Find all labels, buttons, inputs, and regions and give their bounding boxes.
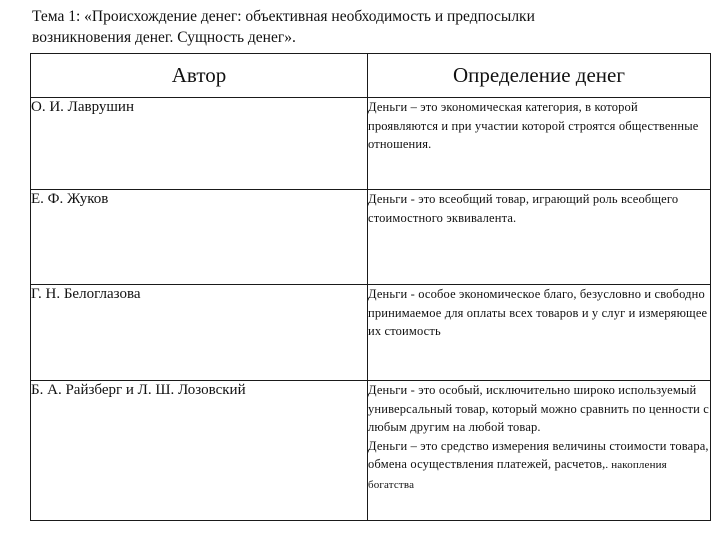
definition-cell	[368, 190, 711, 285]
definitions-table	[30, 53, 711, 521]
definition-text: Деньги - это всеобщий товар, играющий роль всеобщего стоимостного эквивалента.	[368, 192, 679, 225]
definition-text: Деньги - особое экономическое благо, безусловно и свободно принимаемое для оплаты всех товаров и у слуг и измеряющее их стоимость	[368, 287, 708, 338]
title-line-2: возникновения денег. Сущность денег».	[32, 29, 296, 46]
author-cell: О. И. Лаврушин	[31, 98, 368, 190]
table-header-row	[31, 54, 711, 98]
author-cell: Е. Ф. Жуков	[31, 190, 368, 285]
definition-cell	[368, 381, 711, 521]
author-cell: Г. Н. Белоглазова	[31, 285, 368, 381]
header-definition: Определение денег	[368, 54, 711, 98]
definition-text	[368, 437, 710, 495]
definition-text-small: . накопления богатства	[368, 459, 667, 491]
author-cell: Б. А. Райзберг и Л. Ш. Лозовский	[31, 381, 368, 521]
table-row	[31, 190, 711, 285]
table-row	[31, 98, 711, 190]
definition-cell	[368, 285, 711, 381]
definition-text-main: Деньги – это средство измерения величины стоимости товара, обмена осуществления платежей, расчетов,	[368, 438, 709, 471]
definition-text: Деньги – это экономическая категория, в которой проявляются и при участии которой строятся общественные отношения.	[368, 100, 699, 151]
table-row	[31, 285, 711, 381]
title-line-1: Тема 1: «Происхождение денег: объективная необходимость и предпосылки	[32, 8, 535, 25]
page-title	[32, 6, 692, 48]
table-row	[31, 381, 711, 521]
definition-text: Деньги - это особый, исключительно широко используемый универсальный товар, который можно сравнить по ценности с любым другим на любой товар.	[368, 383, 709, 434]
definition-cell	[368, 98, 711, 190]
header-author: Автор	[31, 54, 368, 98]
